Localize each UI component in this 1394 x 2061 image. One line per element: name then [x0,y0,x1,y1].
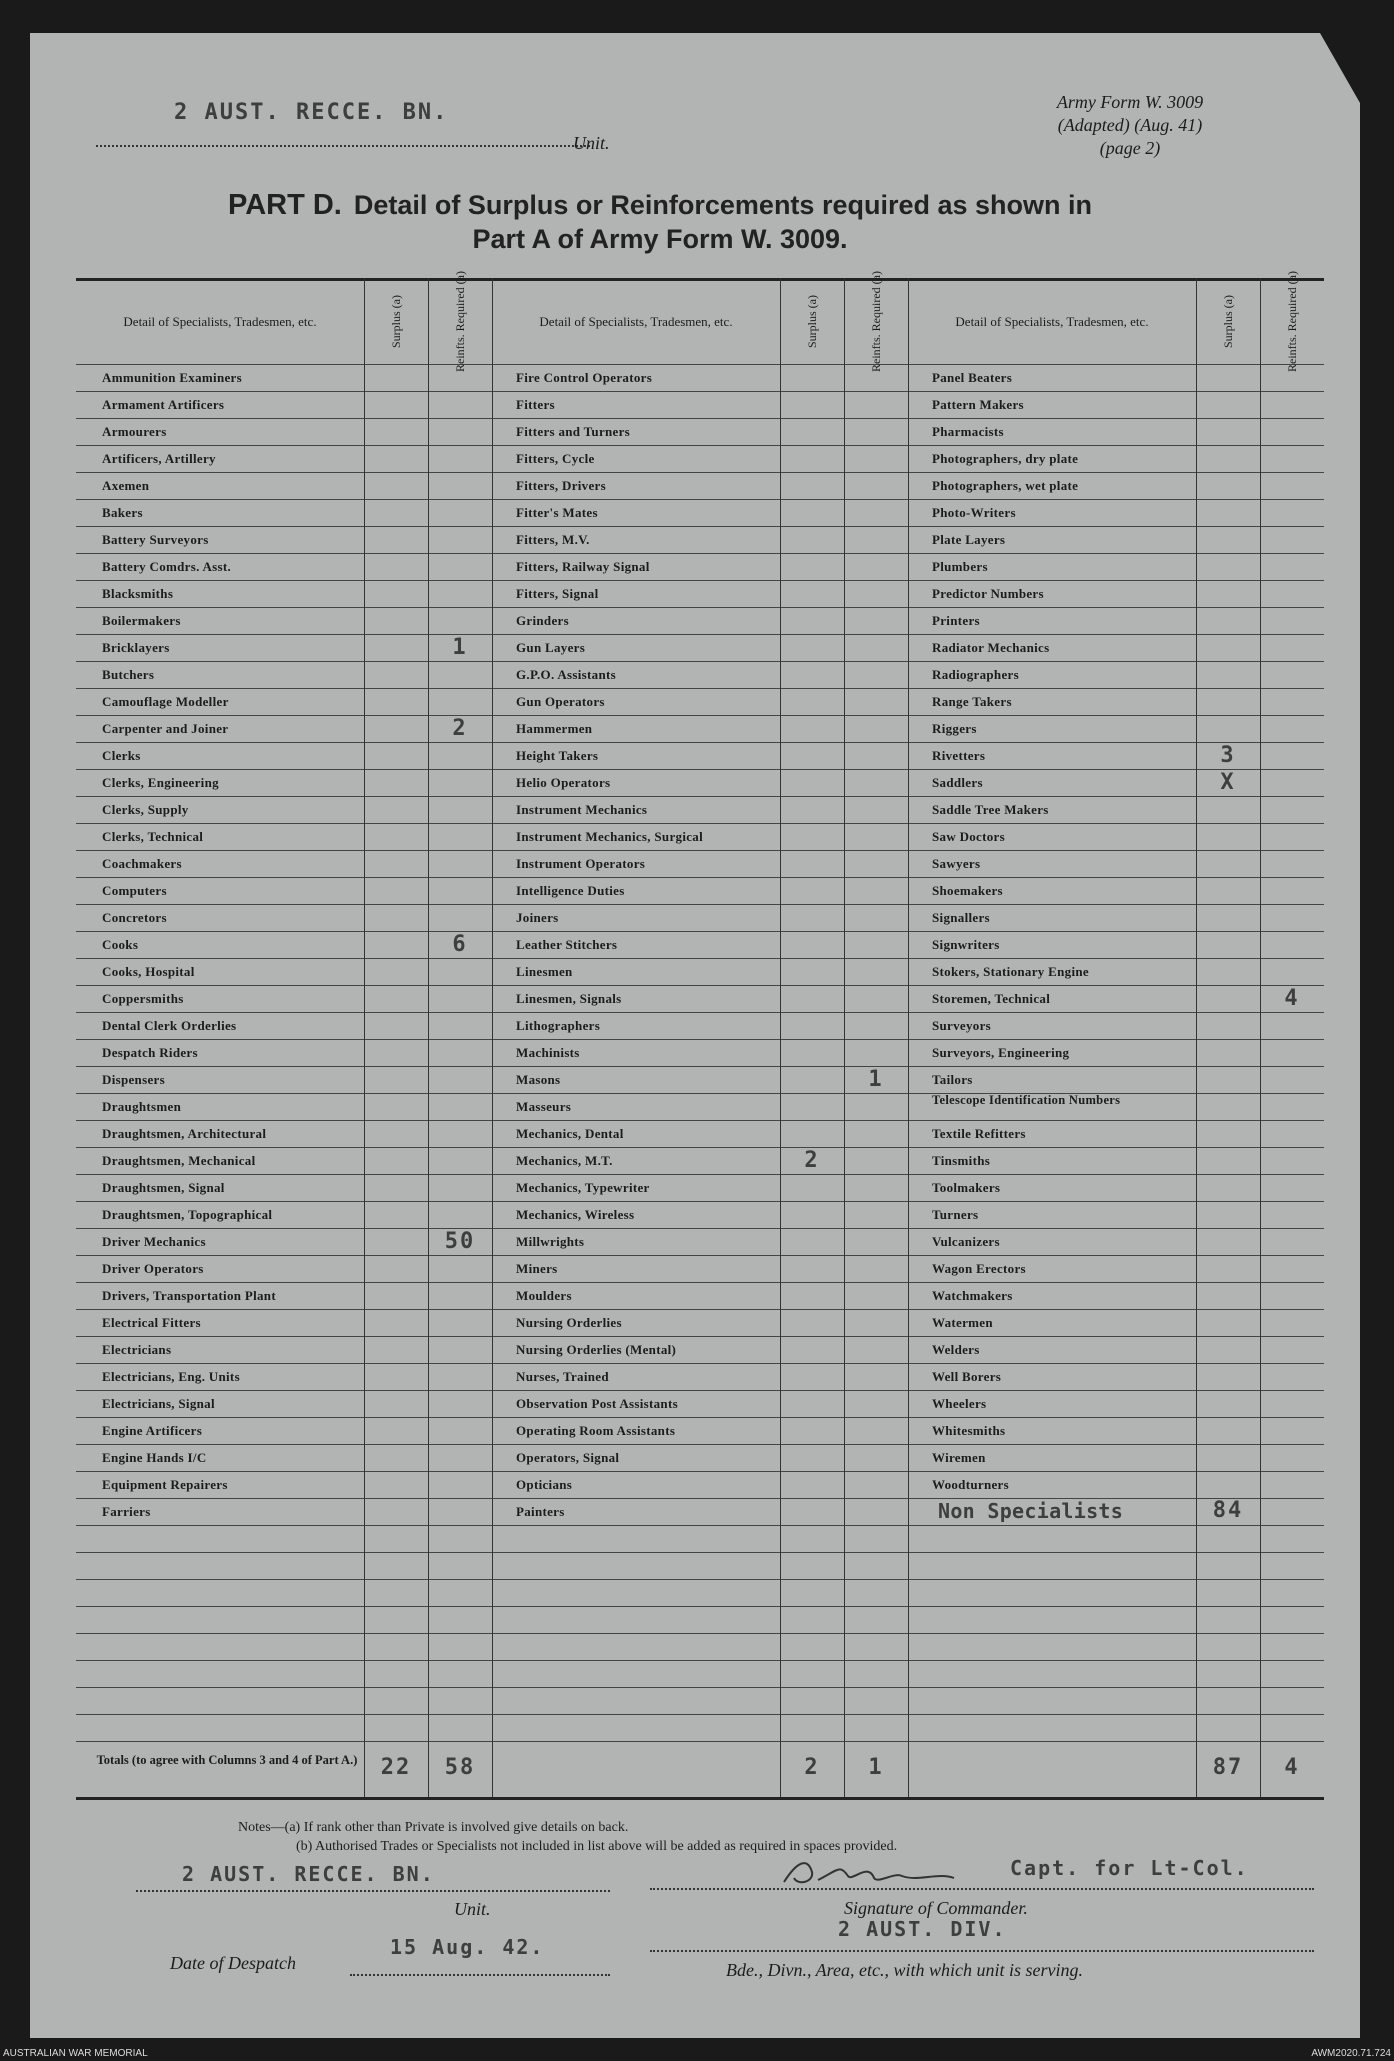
trade-name: Armament Artificers [102,397,225,412]
typed-count: 50 [444,1229,476,1254]
trade-name: Predictor Numbers [932,586,1044,601]
header-reinfts-text: Reinfts. Required (a) [1284,270,1299,372]
division-line [650,1950,1314,1952]
trade-name: Battery Surveyors [102,532,209,547]
trade-name: Radiator Mechanics [932,640,1050,655]
row-line [76,1012,1324,1013]
trade-name: Mechanics, Wireless [516,1207,635,1222]
row-line [76,877,1324,878]
trade-name: Watchmakers [932,1288,1013,1303]
trade-name: Wiremen [932,1450,986,1465]
despatch-label: Date of Despatch [170,1953,296,1973]
row-line [76,931,1324,932]
total-surplus: 2 [804,1755,820,1780]
unit-typed-top: 2 AUST. RECCE. BN. [174,100,449,125]
column-line [1196,278,1197,1797]
form-ref-line: (page 2) [1099,138,1161,158]
row-line [76,850,1324,851]
trade-name: Height Takers [516,748,599,763]
trade-name: Grinders [516,613,569,628]
row-line [76,823,1324,824]
row-line [76,1741,1324,1742]
row-line [76,499,1324,500]
trade-name: Mechanics, Typewriter [516,1180,650,1195]
row-line [76,769,1324,770]
row-line [76,1255,1324,1256]
trade-name: Whitesmiths [932,1423,1006,1438]
trade-name: Photographers, wet plate [932,478,1079,493]
trade-name: Driver Mechanics [102,1234,206,1249]
row-line [76,1147,1324,1148]
trades-table [76,270,1324,1783]
trade-name: Textile Refitters [932,1126,1026,1141]
row-line [76,1336,1324,1337]
trade-name: Intelligence Duties [516,883,625,898]
row-line [76,715,1324,716]
row-line [76,1714,1324,1715]
trade-name: Armourers [102,424,167,439]
trade-name: Draughtsmen, Topographical [102,1207,273,1222]
trade-name: Fitters and Turners [516,424,631,439]
trade-name: Toolmakers [932,1180,1001,1195]
trade-name: Millwrights [516,1234,585,1249]
trade-name: Driver Operators [102,1261,204,1276]
row-line [76,661,1324,662]
trade-name: Equipment Repairers [102,1477,228,1492]
header-detail: Detail of Specialists, Tradesmen, etc. [123,313,317,329]
trade-name: Bakers [102,505,143,520]
trade-name: Drivers, Transportation Plant [102,1288,276,1303]
typed-count: 3 [1220,743,1236,768]
trade-name: Nursing Orderlies (Mental) [516,1342,677,1357]
row-line [76,1660,1324,1661]
unit-dotted-line [96,145,590,147]
row-line [76,553,1324,554]
trade-name: Signwriters [932,937,1000,952]
typed-count: 4 [1284,986,1300,1011]
trade-name: Dispensers [102,1072,165,1087]
trade-name: Instrument Mechanics, Surgical [516,829,704,844]
signature-typed: Capt. for Lt-Col. [1010,1856,1249,1880]
trade-name: Radiographers [932,667,1019,682]
total-reinfts: 58 [444,1755,476,1780]
trade-name: Cooks [102,937,139,952]
trade-name: Clerks, Engineering [102,775,219,790]
row-line [76,634,1324,635]
trade-name: Clerks, Technical [102,829,204,844]
trade-name: Machinists [516,1045,580,1060]
trade-name: Blacksmiths [102,586,174,601]
trade-name: Dental Clerk Orderlies [102,1018,237,1033]
row-line [76,1471,1324,1472]
trade-name: Mechanics, M.T. [516,1153,613,1168]
trade-name: Fitters, Drivers [516,478,606,493]
trade-name: Miners [516,1261,558,1276]
row-line [76,1363,1324,1364]
note-b: (b) Authorised Trades or Specialists not included in list above will be added as required in spaces provided. [296,1839,898,1854]
row-line [76,1417,1324,1418]
trade-name: Coppersmiths [102,991,184,1006]
column-line [908,278,909,1797]
trade-name: Surveyors [932,1018,992,1033]
trade-name: Sawyers [932,856,981,871]
trade-name: Saddlers [932,775,983,790]
trade-name: Plate Layers [932,532,1006,547]
trade-name: Electricians, Signal [102,1396,215,1411]
trade-name: Vulcanizers [932,1234,1000,1249]
trade-name: Pharmacists [932,424,1004,439]
footer-unit-label: Unit. [454,1899,491,1919]
row-line [76,472,1324,473]
trade-name: Turners [932,1207,979,1222]
row-line [76,985,1324,986]
unit-label-top: Unit. [573,133,610,153]
trade-name: Butchers [102,667,155,682]
column-line [780,278,781,1797]
column-line [492,278,493,1797]
row-line [76,1579,1324,1580]
trade-name: Fitters, Railway Signal [516,559,650,574]
form-ref-line: (Adapted) (Aug. 41) [1057,115,1203,135]
header-surplus-text: Surplus (a) [1220,294,1235,348]
trade-name: Tailors [932,1072,973,1087]
trade-name: Printers [932,613,980,628]
header-reinfts [428,270,492,372]
trade-name: Clerks [102,748,141,763]
trade-name: Plumbers [932,559,988,574]
header-reinfts-text: Reinfts. Required (a) [868,270,883,372]
row-line [76,1525,1324,1526]
trade-name: Gun Layers [516,640,586,655]
row-line [76,1093,1324,1094]
notes [238,1818,897,1856]
row-line [76,1120,1324,1121]
row-line [76,1066,1324,1067]
row-line [76,418,1324,419]
total-reinfts: 1 [868,1755,884,1780]
header-detail: Detail of Specialists, Tradesmen, etc. [955,313,1149,329]
totals-label: Totals (to agree with Columns 3 and 4 of Part A.) [96,1753,358,1767]
trade-name: Operators, Signal [516,1450,620,1465]
trade-name: Nurses, Trained [516,1369,609,1384]
trade-name: Clerks, Supply [102,802,189,817]
typed-count: 2 [452,716,468,741]
trade-name: Painters [516,1504,565,1519]
trade-name: Instrument Operators [516,856,646,871]
row-line [76,1498,1324,1499]
row-line [76,580,1324,581]
trade-name: Rivetters [932,748,986,763]
header-surplus-text: Surplus (a) [388,294,403,348]
total-surplus: 22 [380,1755,412,1780]
handwritten-signature [778,1852,978,1892]
division-typed: 2 AUST. DIV. [838,1917,1007,1941]
trade-name: Helio Operators [516,775,611,790]
division-label: Bde., Divn., Area, etc., with which unit is serving. [726,1960,1083,1980]
trade-name: Engine Artificers [102,1423,203,1438]
trade-name: Despatch Riders [102,1045,198,1060]
header-detail: Detail of Specialists, Tradesmen, etc. [539,313,733,329]
trade-name: Photographers, dry plate [932,451,1079,466]
row-line [76,1687,1324,1688]
non-specialists-surplus: 84 [1212,1498,1244,1523]
typed-count: 1 [452,635,468,660]
trade-name: Telescope Identification Numbers [932,1093,1121,1107]
note-a: Notes—(a) If rank other than Private is involved give details on back. [238,1820,629,1835]
title-part: PART D. [228,189,342,221]
signature-line [650,1888,1314,1890]
archive-accession: AWM2020.71.724 [1311,2048,1391,2059]
footer-unit-line [136,1890,610,1892]
trade-name: Pattern Makers [932,397,1024,412]
row-line [76,688,1324,689]
trade-name: Lithographers [516,1018,601,1033]
row-line [76,1201,1324,1202]
column-line [1260,278,1261,1797]
trade-name: Observation Post Assistants [516,1396,678,1411]
title-line-1: Detail of Surplus or Reinforcements required as shown in [353,190,1092,220]
row-line [76,904,1324,905]
trade-name: Cooks, Hospital [102,964,195,979]
trade-name: Panel Beaters [932,370,1013,385]
row-line [76,1174,1324,1175]
trade-name: Fire Control Operators [516,370,653,385]
trade-name: Concretors [102,910,167,925]
trade-name: Operating Room Assistants [516,1423,676,1438]
trade-name: Axemen [102,478,150,493]
row-line [76,1039,1324,1040]
page-title [130,188,1190,256]
row-line [76,445,1324,446]
typed-count: 1 [868,1067,884,1092]
row-line [76,526,1324,527]
table-bottom-border [76,1797,1324,1800]
archive-credit: AUSTRALIAN WAR MEMORIAL [3,2048,148,2059]
trade-name: Storemen, Technical [932,991,1051,1006]
form-page [30,33,1360,2038]
trade-name: Wheelers [932,1396,987,1411]
header-surplus [780,278,844,364]
header-bottom-line [76,364,1324,365]
trade-name: Battery Comdrs. Asst. [102,559,232,574]
row-line [76,1282,1324,1283]
trade-name: Boilermakers [102,613,181,628]
trade-name: Welders [932,1342,980,1357]
trade-name: Woodturners [932,1477,1009,1492]
row-line [76,1633,1324,1634]
row-line [76,391,1324,392]
trade-name: Electricians [102,1342,172,1357]
header-surplus [1196,278,1260,364]
trade-name: Fitters, M.V. [516,532,590,547]
trade-name: Fitters, Cycle [516,451,595,466]
trade-name: Masseurs [516,1099,572,1114]
trade-name: Farriers [102,1504,151,1519]
row-line [76,742,1324,743]
column-line [428,278,429,1797]
trade-name: Linesmen [516,964,573,979]
trade-name: Signallers [932,910,990,925]
trade-name: Electrical Fitters [102,1315,201,1330]
trade-name: Fitters, Signal [516,586,599,601]
trade-name: Linesmen, Signals [516,991,622,1006]
header-surplus [364,278,428,364]
trade-name: Artificers, Artillery [102,451,216,466]
trade-name: Leather Stitchers [516,937,618,952]
typed-count: 6 [452,932,468,957]
non-specialists-label: Non Specialists [938,1499,1124,1523]
trade-name: Surveyors, Engineering [932,1045,1070,1060]
total-reinfts: 4 [1284,1755,1300,1780]
trade-name: Mechanics, Dental [516,1126,624,1141]
trade-name: Fitter's Mates [516,505,598,520]
trade-name: Photo-Writers [932,505,1016,520]
trade-name: Instrument Mechanics [516,802,648,817]
row-line [76,1309,1324,1310]
trade-name: Draughtsmen [102,1099,182,1114]
trade-name: Draughtsmen, Mechanical [102,1153,256,1168]
header-reinfts-text: Reinfts. Required (a) [452,270,467,372]
row-line [76,1606,1324,1607]
trade-name: Well Borers [932,1369,1002,1384]
despatch-date-typed: 15 Aug. 42. [390,1935,545,1959]
trade-name: Electricians, Eng. Units [102,1369,240,1384]
row-line [76,958,1324,959]
trade-name: Computers [102,883,167,898]
row-line [76,1444,1324,1445]
despatch-line [350,1974,610,1976]
trade-name: Shoemakers [932,883,1003,898]
header-reinfts [1260,270,1324,372]
typed-count: X [1220,770,1236,795]
trade-name: Draughtsmen, Signal [102,1180,225,1195]
trade-name: Opticians [516,1477,573,1492]
trade-name: Fitters [516,397,555,412]
signature-label: Signature of Commander. [844,1898,1028,1918]
trade-name: Riggers [932,721,977,736]
trade-name: Range Takers [932,694,1012,709]
trade-name: G.P.O. Assistants [516,667,616,682]
trade-name: Stokers, Stationary Engine [932,964,1089,979]
trade-name: Camouflage Modeller [102,694,229,709]
column-line [364,278,365,1797]
footer-unit-typed: 2 AUST. RECCE. BN. [182,1862,435,1886]
trade-name: Tinsmiths [932,1153,991,1168]
row-line [76,607,1324,608]
row-line [76,1552,1324,1553]
trade-name: Gun Operators [516,694,605,709]
trade-name: Bricklayers [102,640,170,655]
header-reinfts [844,270,908,372]
trade-name: Nursing Orderlies [516,1315,622,1330]
title-line-2: Part A of Army Form W. 3009. [472,224,848,254]
row-line [76,1390,1324,1391]
trade-name: Engine Hands I/C [102,1450,207,1465]
row-line [76,796,1324,797]
trade-name: Masons [516,1072,561,1087]
typed-count: 2 [804,1148,820,1173]
total-surplus: 87 [1212,1755,1244,1780]
trade-name: Coachmakers [102,856,182,871]
trade-name: Joiners [516,910,559,925]
form-reference [1000,91,1260,160]
trade-name: Watermen [932,1315,993,1330]
column-line [844,278,845,1797]
trade-name: Ammunition Examiners [102,370,242,385]
trade-name: Carpenter and Joiner [102,721,229,736]
trade-name: Draughtsmen, Architectural [102,1126,267,1141]
trade-name: Wagon Erectors [932,1261,1026,1276]
header-surplus-text: Surplus (a) [804,294,819,348]
trade-name: Saw Doctors [932,829,1005,844]
trade-name: Hammermen [516,721,593,736]
trade-name: Moulders [516,1288,572,1303]
form-ref-line: Army Form W. 3009 [1056,92,1204,112]
trade-name: Saddle Tree Makers [932,802,1049,817]
row-line [76,1228,1324,1229]
